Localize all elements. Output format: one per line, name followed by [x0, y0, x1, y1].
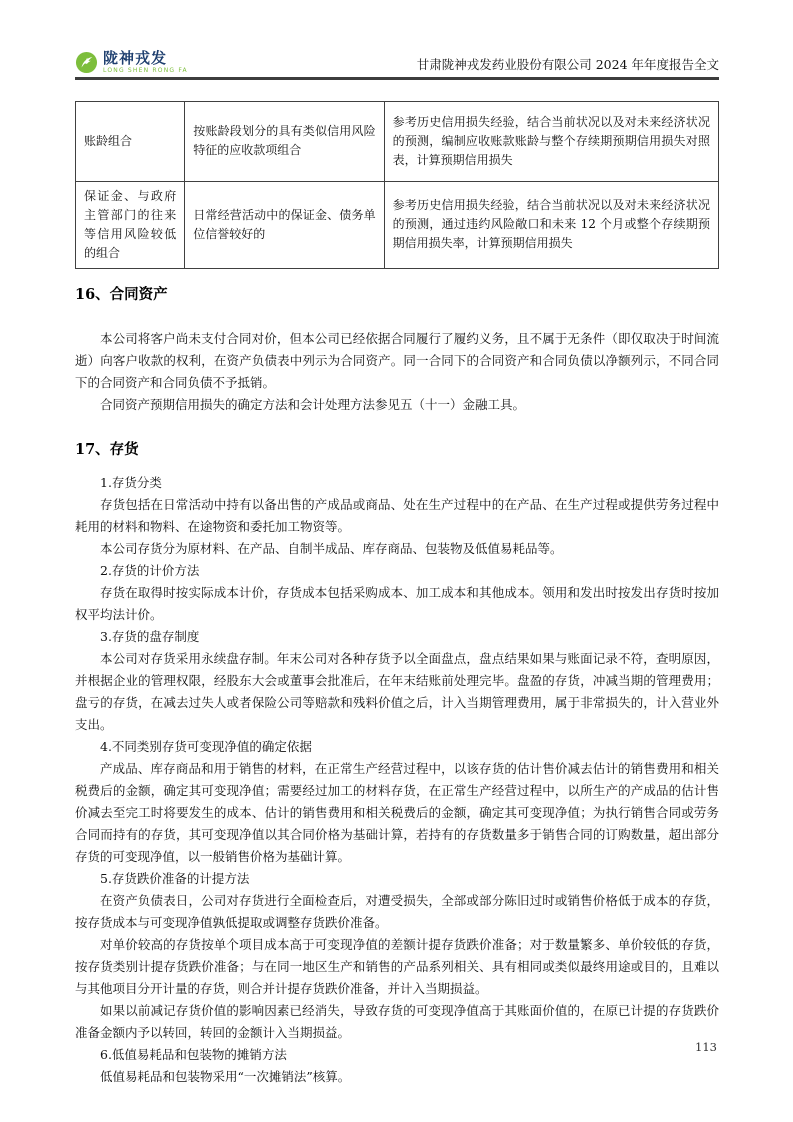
paragraph: 如果以前减记存货价值的影响因素已经消失，导致存货的可变现净值高于其账面价值的，在原已计提的存货跌价准备金额内予以转回，转回的金额计入当期损益。 — [75, 1002, 719, 1040]
paragraph: 存货包括在日常活动中持有以备出售的产成品或商品、处在生产过程中的在产品、在生产过程或提供劳务过程中耗用的材料和物料、在途物资和委托加工物资等。 — [75, 496, 719, 534]
bird-circle-icon — [75, 51, 98, 74]
report-title: 甘肃陇神戎发药业股份有限公司 2024 年年度报告全文 — [416, 57, 719, 72]
section-heading-17: 17、存货 — [75, 440, 139, 458]
logo-cn-text: 陇神戎发 — [103, 49, 168, 67]
section-inventory — [75, 440, 719, 1088]
page-number: 113 — [695, 1040, 717, 1054]
paragraph: 在资产负债表日，公司对存货进行全面检查后，对遭受损失，全部或部分陈旧过时或销售价格低于成本的存货，按存货成本与可变现净值孰低提取或调整存货跌价准备。 — [75, 892, 719, 930]
section-heading-16: 16、合同资产 — [75, 285, 168, 303]
header-divider — [75, 77, 719, 80]
sub-item-heading: 6.低值易耗品和包装物的摊销方法 — [100, 1046, 287, 1062]
portfolio-method-cell: 参考历史信用损失经验，结合当前状况以及对未来经济状况的预测，通过违约风险敞口和未来 12 个月或整个存续期预期信用损失率，计算预期信用损失 — [384, 181, 718, 268]
portfolio-basis-cell: 按账龄段划分的具有类似信用风险特征的应收款项组合 — [185, 101, 384, 181]
paragraph: 低值易耗品和包装物采用“一次摊销法”核算。 — [100, 1068, 351, 1084]
sub-item-heading: 4.不同类别存货可变现净值的确定依据 — [100, 738, 312, 754]
page-header — [75, 46, 719, 74]
portfolio-method-cell: 参考历史信用损失经验，结合当前状况以及对未来经济状况的预测，编制应收账款账龄与整个存续期预期信用损失对照表，计算预期信用损失 — [384, 101, 718, 181]
table-row — [76, 181, 719, 268]
sub-item-heading: 2.存货的计价方法 — [100, 562, 200, 578]
sub-item-heading: 3.存货的盘存制度 — [100, 628, 200, 644]
paragraph: 本公司对存货采用永续盘存制。年末公司对各种存货予以全面盘点，盘点结果如果与账面记录不符，查明原因，并根据企业的管理权限，经股东大会或董事会批准后，在年末结账前处理完毕。盘盈的存货，冲减当期的管理费用；盘亏的存货，在减去过失人或者保险公司等赔款和残料价值之后，计入当期管理费用，属于非常损失的，计入营业外支出。 — [75, 650, 719, 732]
sub-item-heading: 1.存货分类 — [100, 474, 162, 490]
sub-item-heading: 5.存货跌价准备的计提方法 — [100, 870, 250, 886]
logo-text — [103, 51, 188, 74]
paragraph: 产成品、库存商品和用于销售的材料，在正常生产经营过程中，以该存货的估计售价减去估计的销售费用和相关税费后的金额，确定其可变现净值；需要经过加工的材料存货，在正常生产经营过程中，以所生产的产成品的估计售价减去至完工时将要发生的成本、估计的销售费用和相关税费后的金额，确定其可变现净值；为执行销售合同或劳务合同而持有的存货，其可变现净值以其合同价格为基础计算，若持有的存货数量多于销售合同的订购数量，超出部分存货的可变现净值，以一般销售价格为基础计算。 — [75, 760, 719, 864]
credit-portfolio-table — [75, 101, 719, 269]
paragraph: 本公司存货分为原材料、在产品、自制半成品、库存商品、包装物及低值易耗品等。 — [100, 540, 563, 556]
table-row — [76, 101, 719, 181]
paragraph: 存货在取得时按实际成本计价，存货成本包括采购成本、加工成本和其他成本。领用和发出时按发出存货时按加权平均法计价。 — [75, 584, 719, 622]
section-contract-assets — [75, 285, 719, 416]
portfolio-name-cell: 账龄组合 — [76, 101, 185, 181]
logo-en-text: LONG SHEN RONG FA — [103, 67, 188, 74]
paragraph: 本公司将客户尚未支付合同对价，但本公司已经依据合同履行了履约义务，且不属于无条件（即仅取决于时间流逝）向客户收款的权利，在资产负债表中列示为合同资产。同一合同下的合同资产和合同负债以净额列示，不同合同下的合同资产和合同负债不予抵销。 — [75, 330, 719, 390]
company-logo — [75, 51, 188, 74]
portfolio-basis-cell: 日常经营活动中的保证金、债务单位信誉较好的 — [185, 181, 384, 268]
portfolio-name-cell: 保证金、与政府主管部门的往来等信用风险较低的组合 — [76, 181, 185, 268]
paragraph: 合同资产预期信用损失的确定方法和会计处理方法参见五（十一）金融工具。 — [100, 396, 526, 412]
paragraph: 对单价较高的存货按单个项目成本高于可变现净值的差额计提存货跌价准备；对于数量繁多、单价较低的存货，按存货类别计提存货跌价准备；与在同一地区生产和销售的产品系列相关、具有相同或类似最终用途或目的，且难以与其他项目分开计量的存货，则合并计提存货跌价准备，并计入当期损益。 — [75, 936, 719, 996]
